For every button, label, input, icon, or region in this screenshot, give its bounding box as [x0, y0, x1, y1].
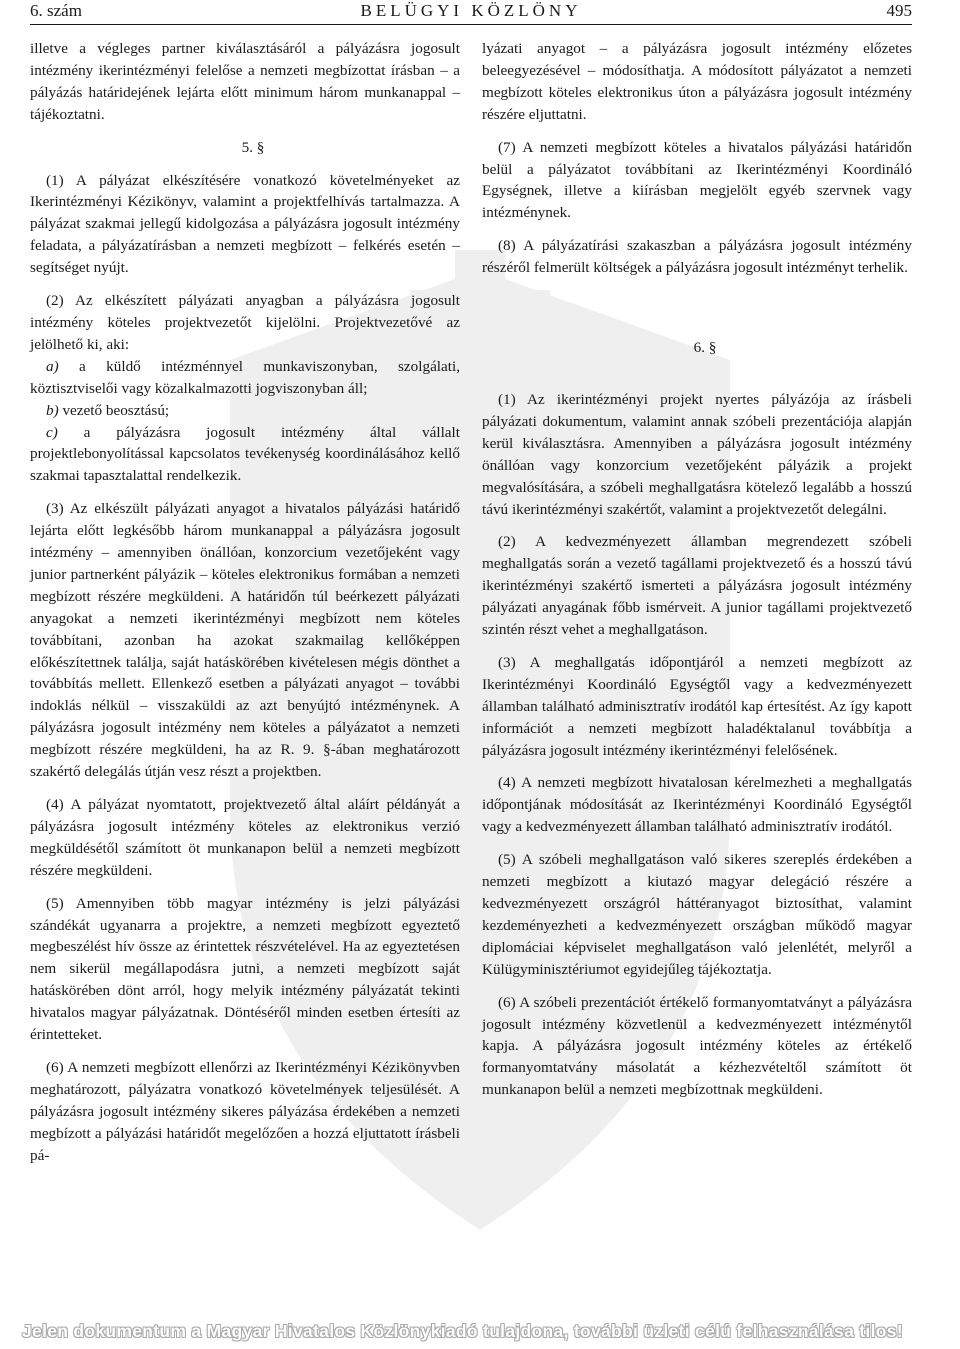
- list-item-b: [30, 400, 460, 422]
- list-text-b: vezető beosztású;: [62, 401, 170, 419]
- paragraph-continuation-right: lyázati anyagot – a pályázásra jogosult intézmény előzetes beleegyezésével – módosíthatja. A módosított pályázatot a nemzeti megbízott köteles elektronikus úton a pályázásra jogosult intézmény részére eljuttatni.: [482, 40, 912, 123]
- issue-number: 6. szám: [30, 1, 82, 20]
- page-number: 495: [886, 1, 912, 20]
- list-item-c: [30, 422, 460, 488]
- paragraph-5-8: (8) A pályázatírási szakaszban a pályázásra jogosult intézmény részéről felmerült költségek a pályázásra jogosult intézményt terhelik.: [482, 237, 912, 277]
- paragraph-5-2: (2) Az elkészített pályázati anyagban a pályázásra jogosult intézmény köteles projektvezetőt kijelölni. Projektvezetővé az jelölhető ki, aki:: [30, 292, 460, 353]
- paragraph-5-3: (3) Az elkészült pályázati anyagot a hivatalos pályázási határidő lejárta előtt legkésőbb három munkanappal a pályázásra jogosult intézmény – amennyiben önállóan, konzorcium vezetőjeként vagy junior partnerként pályázik – köteles elektronikus formában a nemzeti megbízott részére megküldeni. A határidőn túl beérkezett pályázati anyagokat a nemzeti ikerintézményi megbízott nem köteles továbbítani, azonban ha azokat szakmailag kellőképpen előkészítettnek találja, saját hatáskörében kivételesen mégis dönthet a továbbítás mellett. Ellenkező esetben a pályázati anyagot – további indoklás nélkül – visszaküldi az azt benyújtó intézménynek. A pályázásra jogosult intézmény nem köteles a pályázatot a nemzeti megbízott részére megküldeni, ha az R. 9. §-ában meghatározott szakértő delegálás útján vesz részt a projektben.: [30, 500, 460, 781]
- journal-title: BELÜGYI KÖZLÖNY: [360, 1, 582, 20]
- list-text-a: a küldő intézménnyel munkaviszonyban, szolgálati, köztisztviselői vagy közalkalmazotti jogviszonyban áll;: [30, 357, 461, 397]
- copyright-notice: Jelen dokumentum a Magyar Hivatalos Közlönykiadó tulajdona, további üzleti célú felhasználása tilos!: [22, 1321, 903, 1341]
- paragraph-6-6: (6) A szóbeli prezentációt értékelő formanyomtatványt a pályázásra jogosult intézmény közvetlenül a kedvezményezett intézménytől kapja. A pályázásra jogosult intézmény köteles az értékelő formanyomtatvány másolatát a kézhezvételtől számított öt munkanapon belül a nemzeti megbízottnak megküldeni.: [482, 993, 912, 1099]
- section-heading-5: 5. §: [241, 138, 265, 156]
- section-heading-6: 6. §: [693, 339, 717, 357]
- paragraph-6-4: (4) A nemzeti megbízott hivatalosan kérelmezheti a meghallgatás időpontjának módosítását az Ikerintézményi Koordináló Egységtől vagy a kedvezményezett államban található adminisztratív irodától.: [482, 774, 912, 836]
- left-column: [30, 38, 460, 1178]
- list-item-a: [30, 356, 460, 400]
- page-header: [30, 0, 912, 25]
- paragraph-5-6: (6) A nemzeti megbízott ellenőrzi az Ikerintézményi Kézikönyvben meghatározott, pályázatra vonatkozó követelmények teljesülését. A pályázásra jogosult intézmény sikeres pályázása érdekében a nemzeti megbízott a pályázási határidőt megelőzően a hozzá eljuttatott írásbeli pá-: [30, 1058, 460, 1164]
- right-column: [482, 38, 912, 1112]
- paragraph-6-2: (2) A kedvezményezett államban megrendezett szóbeli meghallgatás során a vezető tagállami projektvezető és a hosszú távú ikerintézményi szakértő ismerteti a pályázásra jogosult intézmény pályázati anyagának főbb ismérveit. A junior tagállami projektvezető szintén részt vehet a meghallgatáson.: [482, 533, 912, 639]
- paragraph-5-1: (1) A pályázat elkészítésére vonatkozó követelményeket az Ikerintézményi Kézikönyv, valamint a projektfelhívás tartalmazza. A pályázat szakmai jellegű kidolgozása a pályázásra jogosult intézmény feladata, a pályázatírásban a nemzeti megbízott – felkérés esetén – segítséget nyújt.: [30, 171, 460, 277]
- paragraph-5-4: (4) A pályázat nyomtatott, projektvezető által aláírt példányát a pályázásra jogosult intézmény köteles az elektronikus verzió megküldésétől számított öt munkanapon belül a nemzeti megbízott részére megküldeni.: [30, 796, 460, 879]
- paragraph-6-3: (3) A meghallgatás időpontjáról a nemzeti megbízott az Ikerintézményi Koordináló Egységtől vagy a kedvezményezett államban található adminisztratív irodától kap értesítést. Az így kapott információt a nemzeti megbízott haladéktalanul továbbítja a pályázásra jogosult intézmény ikerintézményi felelősének.: [482, 653, 912, 759]
- paragraph-6-1: (1) Az ikerintézményi projekt nyertes pályázója az írásbeli pályázati dokumentum, valamint annak szóbeli prezentációja alapján kerül kiválasztásra. Amennyiben a pályázásra jogosult intézmény önállóan vagy konzorcium vezetőjeként pályázik a projekt megvalósítására, a szóbeli meghallgatásra kötelező legalább a hosszú távú ikerintézményi szakértőt, valamint a projektvezetőt delegálni.: [482, 390, 912, 518]
- list-label-a: a): [46, 357, 59, 375]
- list-label-c: c): [46, 423, 58, 441]
- list-label-b: b): [46, 401, 59, 419]
- paragraph-6-5: (5) A szóbeli meghallgatáson való sikeres szereplés érdekében a nemzeti megbízott a kiutazó magyar delegáció részére a kedvezményezett országról háttéranyagot biztosíthat, valamint kezdeményezheti a kedvezményezett országban működő magyar diplomáciai képviselet meghallgatáson való jelenlétét, melyről a Külügyminisztériumot egyidejűleg tájékoztatja.: [482, 851, 912, 978]
- paragraph-5-7: (7) A nemzeti megbízott köteles a hivatalos pályázási határidőn belül a pályázatot továbbítani az Ikerintézményi Koordináló Egységnek, illetve a kiírásban megjelölt egyéb szervnek vagy intézménynek.: [482, 138, 912, 222]
- list-text-c: a pályázásra jogosult intézmény által vállalt projektlebonyolítással kapcsolatos tevékenység koordinálásához kellő szakmai tapasztalattal rendelkezik.: [30, 423, 460, 485]
- paragraph-continuation: illetve a végleges partner kiválasztásáról a pályázásra jogosult intézmény ikerintézményi felelőse a nemzeti megbízottat írásban – a pályázás határidejének lejárta előtt minimum három munkanappal – tájékoztatni.: [30, 40, 460, 123]
- paragraph-5-5: (5) Amennyiben több magyar intézmény is jelzi pályázási szándékát ugyanarra a projektre, a nemzeti megbízott egyeztető megbeszélést hív össze az érintettek részvételével. Ha az egyeztetésen nem sikerül megállapodásra jutni, a nemzeti megbízott saját hatáskörében dönt arról, hogy melyik intézmény pályázatát tekinti hivatalos magyar pályázatnak. Döntéséről minden esetben értesíti az érintetteket.: [30, 894, 460, 1044]
